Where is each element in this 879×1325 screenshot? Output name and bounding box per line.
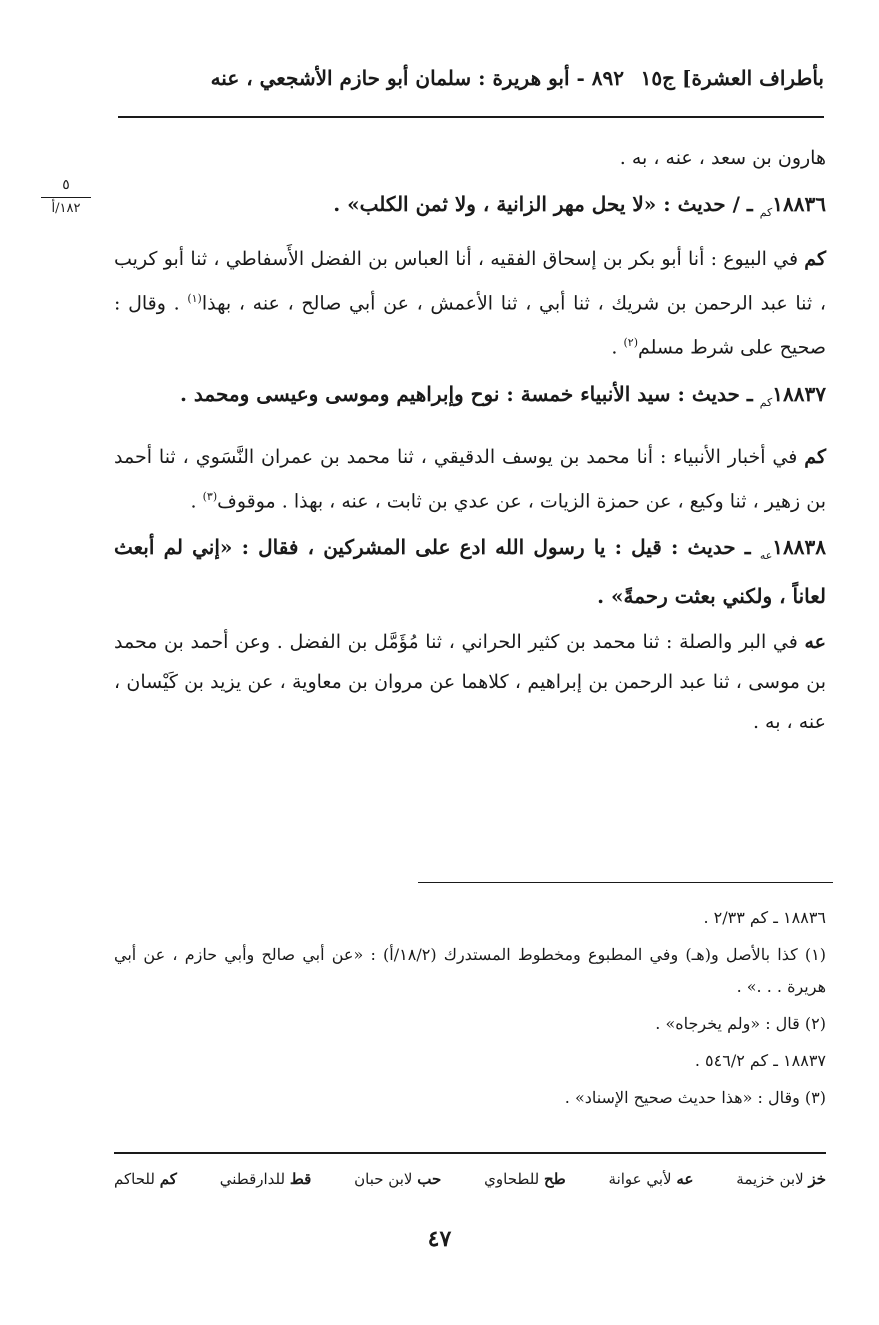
- header-volume: بأطراف العشرة] ج١٥: [640, 66, 824, 90]
- hadith-18838: [114, 527, 826, 616]
- hadith-sigla: كم: [759, 395, 773, 409]
- page-number: ٤٧: [427, 1226, 452, 1252]
- footnotes: [114, 902, 826, 1119]
- running-header: [118, 60, 824, 100]
- source-text-2: . وقال : صحيح على شرط مسلم: [114, 292, 826, 359]
- abbreviation-code: طح: [544, 1170, 566, 1188]
- abbreviation-item: [354, 1170, 441, 1188]
- hadith-sigla: كم: [759, 206, 773, 219]
- hadith-18837: [114, 374, 826, 423]
- hadith-source-18836: [114, 239, 826, 368]
- source-text: في أخبار الأنبياء : أنا محمد بن يوسف الدقيقي ، ثنا محمد بن عمران النَّسَوي ، ثنا أحمد بن زهير ، ثنا وكيع ، عن حمزة الزيات ، عن عدي بن ثابت ، عنه ، بهذا . موقوف: [114, 445, 826, 512]
- source-text: في البيوع : أنا أبو بكر بن إسحاق الفقيه ، أنا العباس بن الفضل الأَسفاطي ، ثنا أبو كريب ، ثنا عبد الرحمن بن شريك ، ثنا أبي ، ثنا الأعمش ، عن أبي صالح ، عنه ، بهذا: [114, 248, 826, 315]
- continuation-text: هارون بن سعد ، عنه ، به .: [619, 147, 826, 169]
- footnote: (٢) قال : «ولم يخرجاه» .: [655, 1014, 826, 1033]
- abbreviation-code: خز: [808, 1170, 826, 1188]
- main-text: [114, 138, 826, 748]
- hadith-text: ـ / حديث : «لا يحل مهر الزانية ، ولا ثمن الكلب» .: [333, 192, 753, 216]
- abbreviation-item: [484, 1170, 565, 1188]
- abbreviation-code: حب: [417, 1170, 442, 1188]
- hadith-number: ١٨٨٣٦: [772, 192, 826, 216]
- source-end: .: [611, 336, 624, 359]
- abbreviation-name: للطحاوي: [484, 1170, 540, 1188]
- footnote-rule: [418, 882, 833, 883]
- margin-note-divider: [41, 197, 91, 198]
- header-chapter: ٨٩٢ - أبو هريرة : سلمان أبو حازم الأشجعي ، عنه: [210, 66, 624, 90]
- abbreviation-name: للدارقطني: [219, 1170, 286, 1188]
- footnote: ١٨٨٣٧ ـ كم ٥٤٦/٢ .: [694, 1051, 826, 1070]
- hadith-sigla: عه: [759, 548, 773, 562]
- abbreviation-item: [736, 1170, 826, 1188]
- hadith-text: ـ حديث : سيد الأنبياء خمسة : نوح وإبراهيم وموسى وعيسى ومحمد .: [179, 381, 753, 406]
- abbreviation-name: لابن خزيمة: [736, 1170, 804, 1188]
- margin-note: [30, 176, 102, 217]
- spacer: [114, 429, 826, 437]
- source-text: في البر والصلة : ثنا محمد بن كثير الحراني ، ثنا مُؤَمَّل بن الفضل . وعن أحمد بن محمد بن موسى ، ثنا عبد الرحمن بن إبراهيم ، كلاهما عن مروان بن معاوية ، عن يزيد بن كَيْسان ، عنه ، به .: [114, 630, 826, 733]
- source-sigla: عه: [804, 630, 826, 653]
- abbreviation-code: كم: [159, 1170, 177, 1188]
- abbreviation-code: قط: [289, 1170, 312, 1188]
- abbreviation-code: عه: [676, 1170, 694, 1188]
- hadith-source-18837: [114, 437, 826, 521]
- abbreviations-key: [114, 1170, 826, 1188]
- hadith-text: ـ حديث : قيل : يا رسول الله ادع على المشركين ، فقال : «إني لم أبعث لعاناً ، ولكني بعثت رحمةً» .: [114, 534, 826, 608]
- footnote: (٣) وقال : «هذا حديث صحيح الإسناد» .: [564, 1088, 826, 1107]
- abbreviation-name: لأبي عوانة: [608, 1170, 672, 1188]
- footnote: (١) كذا بالأصل و(هـ) وفي المطبوع ومخطوط المستدرك (١٨/٢/أ) : «عن أبي صالح وأبي حازم ، عن أبي هريرة . . .» .: [114, 945, 827, 996]
- footnote-ref-3: (٣): [202, 489, 218, 503]
- abbreviations-rule: [114, 1152, 826, 1154]
- margin-note-bottom: ١٨٢/أ: [51, 201, 81, 216]
- abbreviation-item: [220, 1170, 312, 1188]
- source-sigla: كم: [804, 445, 826, 468]
- source-sigla: كم: [804, 248, 826, 270]
- margin-note-top: ٥: [62, 177, 70, 193]
- continuation-paragraph: [114, 138, 826, 178]
- header-rule: [118, 116, 824, 118]
- hadith-18836: [114, 184, 826, 233]
- footnote: ١٨٨٣٦ ـ كم ٢/٣٣ .: [703, 908, 826, 927]
- hadith-number: ١٨٨٣٨: [772, 534, 827, 559]
- abbreviation-name: لابن حبان: [354, 1170, 413, 1188]
- abbreviation-item: [609, 1170, 694, 1188]
- abbreviation-name: للحاكم: [114, 1170, 155, 1188]
- hadith-number: ١٨٨٣٧: [772, 381, 826, 406]
- footnote-ref-2: (٢): [623, 336, 638, 350]
- abbreviation-item: [114, 1170, 177, 1188]
- hadith-source-18838: [114, 622, 826, 742]
- footnote-ref-1: (١): [187, 292, 202, 305]
- source-end: .: [190, 489, 203, 512]
